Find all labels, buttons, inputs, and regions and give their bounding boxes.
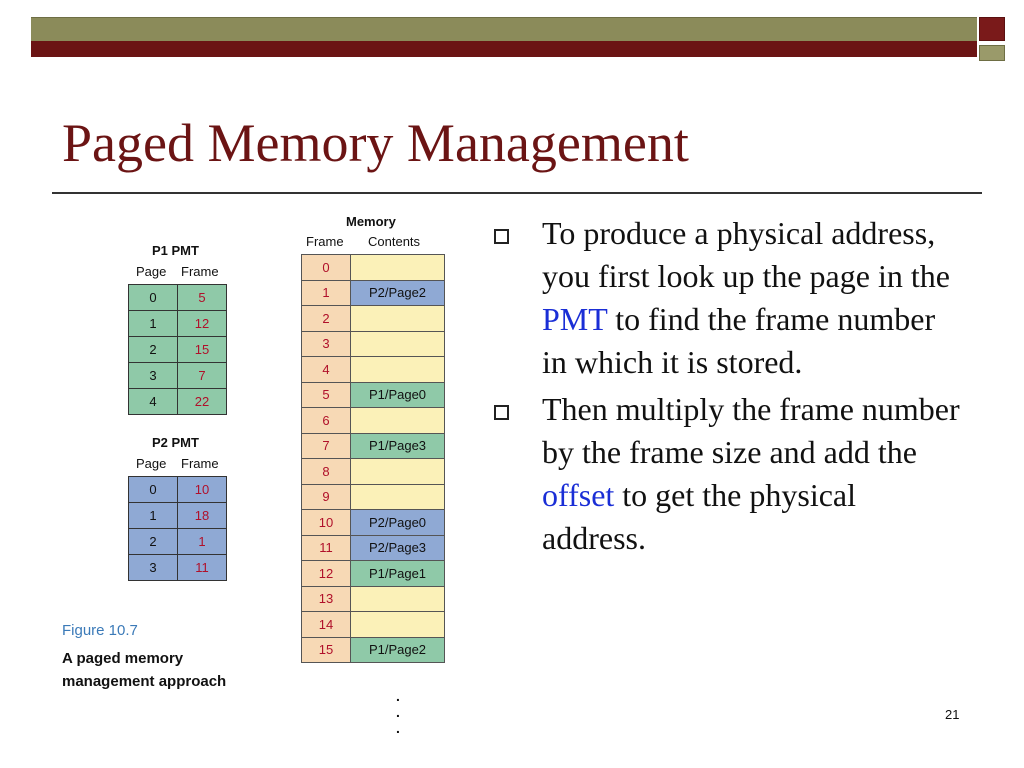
- p1-frame-cell: 22: [178, 389, 227, 415]
- bullet-text: to get the physical address.: [542, 477, 856, 556]
- memory-row: [302, 459, 445, 485]
- p1-pmt-title: P1 PMT: [152, 243, 199, 258]
- figure-caption: A paged memory management approach: [62, 650, 227, 690]
- memory-contents-cell: [351, 459, 445, 485]
- bullet-text: Then multiply the frame number by the frame size and add the: [542, 391, 960, 470]
- p1-pmt-row: [129, 311, 227, 337]
- memory-row: [302, 255, 445, 281]
- memory-contents-cell: P2/Page3: [351, 535, 445, 561]
- square-bullet-icon: [494, 405, 509, 420]
- memory-row: [302, 280, 445, 306]
- p1-frame-cell: 7: [178, 363, 227, 389]
- p1-pmt-row: [129, 337, 227, 363]
- memory-frame-cell: 5: [302, 382, 351, 408]
- p2-pmt-row: [129, 477, 227, 503]
- memory-contents-cell: [351, 612, 445, 638]
- p1-frame-cell: 5: [178, 285, 227, 311]
- memory-contents-cell: [351, 484, 445, 510]
- corner-square-olive: [979, 45, 1005, 61]
- square-bullet-icon: [494, 229, 509, 244]
- memory-contents-cell: [351, 331, 445, 357]
- bullet-text: To produce a physical address, you first look up the page in the: [542, 215, 950, 294]
- p2-frame-cell: 18: [178, 503, 227, 529]
- bullet-item: [490, 388, 960, 560]
- memory-contents-cell: P2/Page0: [351, 510, 445, 536]
- p2-pmt-row: [129, 503, 227, 529]
- memory-row: [302, 408, 445, 434]
- memory-col-frame: Frame: [306, 234, 344, 249]
- page-number: 21: [945, 707, 960, 722]
- continuation-dot: .: [396, 688, 400, 704]
- memory-row: [302, 382, 445, 408]
- slide-title: Paged Memory Management: [62, 113, 689, 173]
- memory-row: [302, 510, 445, 536]
- figure-label: Figure 10.7: [62, 622, 138, 639]
- memory-frame-cell: 2: [302, 306, 351, 332]
- p2-frame-cell: 11: [178, 555, 227, 581]
- memory-contents-cell: [351, 306, 445, 332]
- continuation-dot: .: [396, 704, 400, 720]
- maroon-band: [31, 41, 977, 57]
- bullet-item: [490, 212, 960, 384]
- memory-frame-cell: 7: [302, 433, 351, 459]
- p2-pmt-table: [128, 476, 227, 581]
- memory-frame-cell: 6: [302, 408, 351, 434]
- memory-contents-cell: P1/Page1: [351, 561, 445, 587]
- memory-contents-cell: [351, 357, 445, 383]
- p2-page-cell: 2: [129, 529, 178, 555]
- bullet-text: to find the frame number in which it is stored.: [542, 301, 936, 380]
- memory-frame-cell: 10: [302, 510, 351, 536]
- memory-row: [302, 612, 445, 638]
- memory-row: [302, 637, 445, 663]
- p1-frame-cell: 15: [178, 337, 227, 363]
- memory-table: [301, 254, 445, 663]
- memory-frame-cell: 1: [302, 280, 351, 306]
- p1-page-cell: 4: [129, 389, 178, 415]
- corner-square-maroon: [979, 17, 1005, 41]
- memory-contents-cell: P1/Page3: [351, 433, 445, 459]
- memory-row: [302, 586, 445, 612]
- p1-frame-cell: 12: [178, 311, 227, 337]
- p1-page-cell: 1: [129, 311, 178, 337]
- memory-row: [302, 484, 445, 510]
- p2-col-page: Page: [136, 456, 167, 471]
- memory-title: Memory: [346, 214, 396, 229]
- p1-pmt-row: [129, 363, 227, 389]
- memory-row: [302, 535, 445, 561]
- memory-row: [302, 561, 445, 587]
- memory-frame-cell: 15: [302, 637, 351, 663]
- memory-contents-cell: [351, 586, 445, 612]
- memory-frame-cell: 13: [302, 586, 351, 612]
- title-divider: [52, 192, 982, 194]
- memory-frame-cell: 12: [302, 561, 351, 587]
- p2-page-cell: 1: [129, 503, 178, 529]
- p1-col-frame: Frame: [181, 264, 219, 279]
- memory-row: [302, 357, 445, 383]
- p2-frame-cell: 10: [178, 477, 227, 503]
- memory-frame-cell: 14: [302, 612, 351, 638]
- memory-contents-cell: [351, 255, 445, 281]
- memory-frame-cell: 9: [302, 484, 351, 510]
- olive-band: [31, 17, 977, 42]
- p1-pmt-row: [129, 285, 227, 311]
- p2-frame-cell: 1: [178, 529, 227, 555]
- memory-frame-cell: 3: [302, 331, 351, 357]
- memory-frame-cell: 8: [302, 459, 351, 485]
- p2-page-cell: 3: [129, 555, 178, 581]
- p1-page-cell: 2: [129, 337, 178, 363]
- memory-contents-cell: P1/Page0: [351, 382, 445, 408]
- p1-pmt-row: [129, 389, 227, 415]
- p1-col-page: Page: [136, 264, 167, 279]
- p2-col-frame: Frame: [181, 456, 219, 471]
- memory-frame-cell: 4: [302, 357, 351, 383]
- p1-pmt-table: [128, 284, 227, 415]
- memory-row: [302, 331, 445, 357]
- p2-pmt-row: [129, 529, 227, 555]
- memory-continuation-dots: [396, 688, 400, 736]
- memory-col-contents: Contents: [368, 234, 421, 249]
- bullet-keyword: PMT: [542, 301, 608, 337]
- p1-page-cell: 0: [129, 285, 178, 311]
- memory-contents-cell: [351, 408, 445, 434]
- p2-pmt-title: P2 PMT: [152, 435, 199, 450]
- p1-page-cell: 3: [129, 363, 178, 389]
- bullet-keyword: offset: [542, 477, 615, 513]
- p2-page-cell: 0: [129, 477, 178, 503]
- memory-frame-cell: 11: [302, 535, 351, 561]
- memory-row: [302, 306, 445, 332]
- continuation-dot: .: [396, 720, 400, 736]
- memory-row: [302, 433, 445, 459]
- bullet-list: [490, 212, 960, 564]
- memory-contents-cell: P1/Page2: [351, 637, 445, 663]
- header-decoration-bar: [31, 17, 977, 57]
- p2-pmt-row: [129, 555, 227, 581]
- memory-frame-cell: 0: [302, 255, 351, 281]
- memory-contents-cell: P2/Page2: [351, 280, 445, 306]
